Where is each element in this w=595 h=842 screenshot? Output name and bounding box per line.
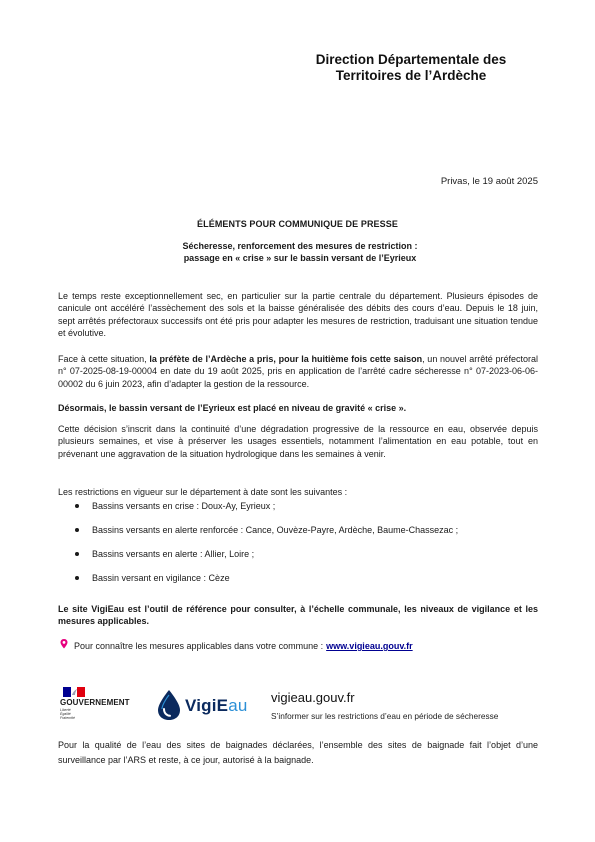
list-item: Bassins versants en crise : Doux-Ay, Eyrieux ; xyxy=(73,500,533,524)
document-title: ÉLÉMENTS POUR COMMUNIQUE DE PRESSE xyxy=(197,219,398,229)
vigieau-link[interactable]: www.vigieau.gouv.fr xyxy=(326,641,413,651)
vigieau-wordmark-part-1: VigiE xyxy=(185,696,229,715)
restrictions-list xyxy=(73,500,533,596)
paragraph-decision: Cette décision s’inscrit dans la continuité d’une dégradation progressive de la ressource en eau, observée depuis plusieurs semaines, et vise à préserver les usages essentiels, notamment l’alimentation en eau potable, tout en prévenant une aggravation de la situation hydrologique dans les semaines à venir. xyxy=(58,424,538,459)
decree-highlight: la préfète de l’Ardèche a pris, pour la huitième fois cette saison xyxy=(149,354,423,364)
paragraph-restrictions-intro: Les restrictions en vigueur sur le département à date sont les suivantes : xyxy=(58,487,348,497)
vigieau-logo xyxy=(156,689,251,721)
vigieau-statement: Le site VigiEau est l’outil de référence pour consulter, à l’échelle communale, les niveaux de vigilance et les mesures applicables. xyxy=(58,604,538,627)
pin-icon xyxy=(58,638,70,650)
list-item: Bassins versants en alerte : Allier, Loire ; xyxy=(73,548,533,572)
document-subtitle xyxy=(160,240,440,264)
decree-details: , un nouvel arrêté préfectoral n° 07-2025-08-19-00004 en date du 19 août 2025, pris en application de l’arrêté cadre sécheresse n° 07-2023-06-06-00002 du 6 juin 2023, afin d’adapter la gestion de la ressource. xyxy=(58,354,538,389)
government-label: GOUVERNEMENT xyxy=(60,698,130,707)
document-date: Privas, le 19 août 2025 xyxy=(440,176,538,187)
paragraph-crisis xyxy=(58,402,538,414)
consult-text: Pour connaître les mesures applicables dans votre commune : xyxy=(74,641,324,651)
water-drop-icon xyxy=(156,689,182,721)
vigieau-site-name: vigieau.gouv.fr xyxy=(271,690,355,705)
marianne-icon xyxy=(63,687,85,697)
vigieau-tagline: S’informer sur les restrictions d’eau en période de sécheresse xyxy=(271,711,499,721)
paragraph-vigieau xyxy=(58,603,538,628)
list-item: Bassin versant en vigilance : Cèze xyxy=(73,572,533,596)
government-logo xyxy=(60,687,140,727)
vigieau-wordmark xyxy=(185,696,248,716)
paragraph-decree xyxy=(58,353,538,390)
motto-liberte: Liberté xyxy=(60,708,71,712)
paragraph-context: Le temps reste exceptionnellement sec, en particulier sur la partie centrale du département. Plusieurs épisodes de canicule ont accéléré l’assèchement des sols et la baisse généralisée des débits des cours d’eau. Depuis le 18 juin, sept arrêtés préfectoraux successifs ont été pris pour adapter les mesures de restriction, traduisant une situation tendue et évolutive. xyxy=(58,291,538,338)
consult-line xyxy=(58,640,413,652)
subtitle-line-2: passage en « crise » sur le bassin versant de l’Eyrieux xyxy=(183,253,417,263)
vigieau-wordmark-part-2: au xyxy=(228,696,248,715)
motto-fraternite: Fraternité xyxy=(60,716,75,720)
decree-intro: Face à cette situation, xyxy=(58,354,150,364)
crisis-statement: Désormais, le bassin versant de l’Eyrieux est placé en niveau de gravité « crise ». xyxy=(58,403,407,413)
paragraph-bathing: Pour la qualité de l’eau des sites de baignades déclarées, l’ensemble des sites de baignade fait l’objet d’une surveillance par l’ARS et reste, à ce jour, autorisé à la baignade. xyxy=(58,740,538,765)
government-motto xyxy=(60,708,75,720)
issuer-header xyxy=(300,52,522,84)
motto-egalite: Égalité xyxy=(60,712,71,716)
list-item: Bassins versants en alerte renforcée : Cance, Ouvèze-Payre, Ardèche, Baume-Chassezac ; xyxy=(73,524,533,548)
issuer-line-2: Territoires de l’Ardèche xyxy=(335,68,487,83)
subtitle-line-1: Sécheresse, renforcement des mesures de restriction : xyxy=(182,241,418,251)
issuer-line-1: Direction Départementale des xyxy=(315,52,507,67)
